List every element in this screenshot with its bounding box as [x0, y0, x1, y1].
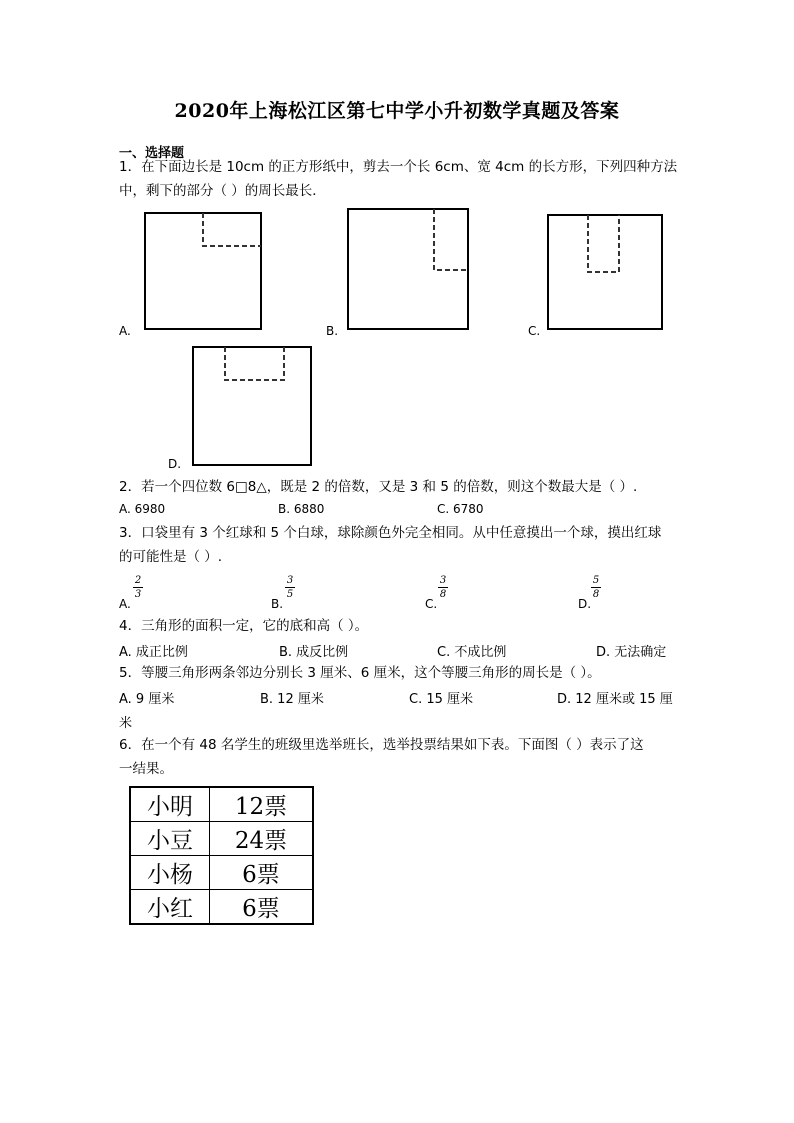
q1-label-d: D. [168, 457, 182, 471]
q4-text: 4．三角形的面积一定，它的底和高（ ）。 [119, 618, 369, 634]
q3-fraction-b-num: 3 [286, 575, 294, 586]
q5-option-d-wrap: 米 [119, 716, 133, 731]
q5-option-a: A. 9 厘米 [119, 692, 175, 707]
table-row [130, 856, 313, 890]
q2-text: 2．若一个四位数 6□8△，既是 2 的倍数，又是 3 和 5 的倍数，则这个数最大是（ ）. [119, 479, 638, 495]
vote-results-table [129, 786, 314, 925]
q1-figure-b [347, 208, 469, 330]
q3-label-d: D. [578, 597, 592, 611]
table-row [130, 822, 313, 856]
q6-line1: 6．在一个有 48 名学生的班级里选举班长，选举投票结果如下表。下面图（ ）表示了这 [119, 737, 644, 753]
q1-figure-a [144, 212, 262, 330]
table-cell-name: 小红 [130, 890, 210, 925]
q1-figure-d [192, 346, 312, 466]
table-cell-votes: 6票 [210, 890, 314, 925]
page-title: 2020年上海松江区第七中学小升初数学真题及答案 [174, 100, 620, 122]
q3-fraction-d [589, 575, 603, 600]
q4-option-d: D. 无法确定 [596, 645, 667, 660]
table-cell-name: 小明 [130, 787, 210, 822]
q1-figure-c [547, 214, 663, 330]
q3-label-c: C. [425, 597, 438, 611]
q5-text: 5．等腰三角形两条邻边分别长 3 厘米、6 厘米，这个等腰三角形的周长是（ ）。 [119, 665, 601, 681]
q3-fraction-a-den: 3 [134, 589, 142, 600]
q1-label-a: A. [119, 324, 131, 338]
q5-option-c: C. 15 厘米 [409, 692, 474, 707]
q3-fraction-c-num: 3 [439, 575, 447, 586]
q1-label-c: C. [528, 324, 541, 338]
q3-fraction-a [131, 575, 145, 600]
q5-option-b: B. 12 厘米 [260, 692, 324, 707]
table-row [130, 890, 313, 925]
section-heading: 一、选择题 [119, 146, 185, 161]
q4-option-a: A. 成正比例 [119, 645, 188, 660]
table-cell-name: 小豆 [130, 822, 210, 856]
q1-label-b: B. [326, 324, 339, 338]
q1-line2: 中，剩下的部分（ ）的周长最长． [119, 183, 326, 199]
table-row [130, 787, 313, 822]
q2-option-a: A. 6980 [119, 502, 166, 516]
q3-fraction-c [436, 575, 450, 600]
table-cell-votes: 6票 [210, 856, 314, 890]
q3-fraction-a-num: 2 [134, 575, 142, 586]
q6-line2: 一结果。 [119, 761, 173, 777]
q5-option-d: D. 12 厘米或 15 厘 [557, 692, 673, 707]
q4-option-c: C. 不成比例 [437, 645, 507, 660]
q1-line1: 1．在下面边长是 10cm 的正方形纸中，剪去一个长 6cm、宽 4cm 的长方形，下列四种方法 [119, 159, 678, 175]
q3-label-b: B. [271, 597, 284, 611]
q3-fraction-b-den: 5 [286, 589, 294, 600]
q4-option-b: B. 成反比例 [279, 645, 349, 660]
table-cell-name: 小杨 [130, 856, 210, 890]
table-cell-votes: 12票 [210, 787, 314, 822]
q3-line2: 的可能性是（ ）. [119, 549, 223, 565]
q3-fraction-d-den: 8 [592, 589, 600, 600]
q2-option-b: B. 6880 [278, 502, 325, 516]
q3-label-a: A. [119, 597, 131, 611]
q3-fraction-b [283, 575, 297, 600]
table-cell-votes: 24票 [210, 822, 314, 856]
q2-option-c: C. 6780 [437, 502, 484, 516]
q3-line1: 3．口袋里有 3 个红球和 5 个白球，球除颜色外完全相同。从中任意摸出一个球，摸出红球 [119, 525, 662, 541]
q3-fraction-c-den: 8 [439, 589, 447, 600]
q3-fraction-d-num: 5 [592, 575, 600, 586]
